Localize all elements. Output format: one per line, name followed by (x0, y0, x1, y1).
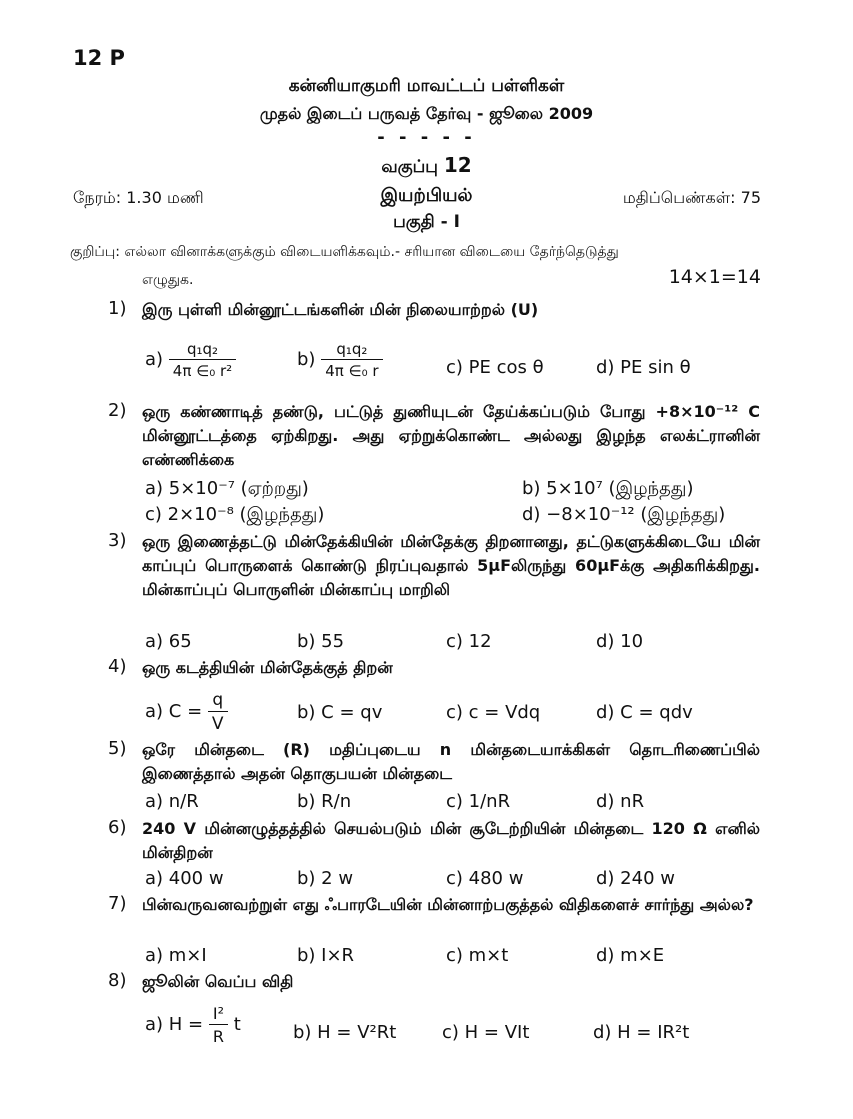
option-b: b) 55 (297, 631, 345, 652)
question-text: ஒரு கடத்தியின் மின்தேக்குத் திறன் (142, 658, 393, 677)
divider: - - - - - (377, 127, 476, 148)
question-text: ஒரே மின்தடை (R) மதிப்புடைய n மின்தடையாக்கிகள் தொடரிணைப்பில் இணைத்தால் அதன் தொகுபயன் மின்தடை (142, 740, 760, 783)
question-number: 2) (108, 400, 127, 421)
option-c: c) c = Vdq (446, 702, 541, 723)
question-number: 6) (108, 817, 127, 838)
fraction: $\frac{\text{I²}}{R}$ (209, 1004, 228, 1046)
question-number: 5) (108, 738, 127, 759)
class-label: வகுப்பு 12 (381, 153, 472, 177)
question-number: 4) (108, 656, 127, 677)
instructions-line1: குறிப்பு: எல்லா வினாக்களுக்கும் விடையளிக்கவும்.- சரியான விடையை தேர்ந்தெடுத்து (70, 244, 619, 260)
question-number: 8) (108, 970, 127, 991)
option-c: c) 480 w (446, 868, 524, 889)
option-a: a) $\frac{\text{q₁q₂}}{\text{4π ∈₀ r²}}$ (145, 340, 236, 380)
option-b: b) R/n (297, 791, 352, 812)
exam-time: நேரம்: 1.30 மணி (73, 188, 204, 207)
option-d: d) 10 (596, 631, 644, 652)
option-b: b) 5×10⁷ (இழந்தது) (522, 478, 694, 499)
question-text: ஒரு இணைத்தட்டு மின்தேக்கியின் மின்தேக்கு திறனானது, தட்டுகளுக்கிடையே மின் காப்புப் பொருளைக் கொண்டு நிரப்புவதால் 5μFலிருந்து 60μFக்கு அதிகரிக்கிறது. மின்காப்புப் பொருளின் மின்காப்பு மாறிலி (142, 532, 760, 599)
option-d: d) H = IR²t (593, 1022, 690, 1043)
option-a: a) m×I (145, 945, 207, 966)
question-number: 3) (108, 530, 127, 551)
option-d: d) m×E (596, 945, 665, 966)
option-b: b) H = V²Rt (293, 1022, 397, 1043)
option-b: b) $\frac{\text{q₁q₂}}{\text{4π ∈₀ r}}$ (297, 340, 383, 380)
option-d: d) C = qdv (596, 702, 693, 723)
option-a: a) H = $\frac{\text{I²}}{R}$ t (145, 1004, 241, 1046)
subject-title: இயற்பியல் (380, 185, 473, 206)
option-b: b) 2 w (297, 868, 354, 889)
option-d: d) nR (596, 791, 645, 812)
total-marks: மதிப்பெண்கள்: 75 (622, 188, 761, 207)
option-c: c) 2×10⁻⁸ (இழந்தது) (145, 504, 325, 525)
question-text: இரு புள்ளி மின்னூட்டங்களின் மின் நிலையாற்றல் (U) (142, 300, 539, 319)
option-c: c) 12 (446, 631, 492, 652)
option-a: a) 65 (145, 631, 192, 652)
part-title: பகுதி - I (393, 212, 460, 232)
question-number: 1) (108, 298, 127, 319)
option-c: c) m×t (446, 945, 509, 966)
option-d: d) −8×10⁻¹² (இழந்தது) (522, 504, 726, 525)
option-b: b) I×R (297, 945, 355, 966)
option-d: d) PE sin θ (596, 357, 691, 378)
question-number: 7) (108, 893, 127, 914)
option-a: a) 400 w (145, 868, 224, 889)
question-text: 240 V மின்னழுத்தத்தில் செயல்படும் மின் சூடேற்றியின் மின்தடை 120 Ω எனில் மின்திறன் (142, 819, 760, 862)
question-text: பின்வருவனவற்றுள் எது ஃபாரடேயின் மின்னாற்பகுத்தல் விதிகளைச் சார்ந்து அல்ல? (142, 895, 754, 914)
exam-title: கன்னியாகுமரி மாவட்டப் பள்ளிகள் (288, 76, 565, 96)
option-a: a) C = $\frac{q}{V}$ (145, 690, 228, 734)
option-b: b) C = qv (297, 702, 383, 723)
fraction: $\frac{\text{q₁q₂}}{\text{4π ∈₀ r²}}$ (169, 340, 236, 380)
class-number: 12 (443, 153, 472, 177)
question-text: ஜூலின் வெப்ப விதி (142, 972, 294, 991)
fraction: $\frac{q}{V}$ (208, 690, 228, 734)
option-c: c) 1/nR (446, 791, 511, 812)
question-text: ஒரு கண்ணாடித் தண்டு, பட்டுத் துணியுடன் தேய்க்கப்படும் போது +8×10⁻¹² C மின்னூட்டத்தை ஏற்கிறது. அது ஏற்றுக்கொண்ட அல்லது இழந்த எலக்ட்ரானின் எண்ணிக்கை (142, 402, 760, 469)
option-d: d) 240 w (596, 868, 675, 889)
option-a: a) n/R (145, 791, 199, 812)
option-c: c) PE cos θ (446, 357, 544, 378)
option-c: c) H = VIt (442, 1022, 530, 1043)
section-score: 14×1=14 (668, 266, 761, 288)
option-a: a) 5×10⁻⁷ (ஏற்றது) (145, 478, 309, 499)
exam-subtitle: முதல் இடைப் பருவத் தேர்வு - ஜூலை 2009 (259, 104, 594, 123)
instructions-line2: எழுதுக. (142, 272, 194, 288)
paper-code: 12 P (73, 46, 125, 70)
fraction: $\frac{\text{q₁q₂}}{\text{4π ∈₀ r}}$ (321, 340, 382, 380)
